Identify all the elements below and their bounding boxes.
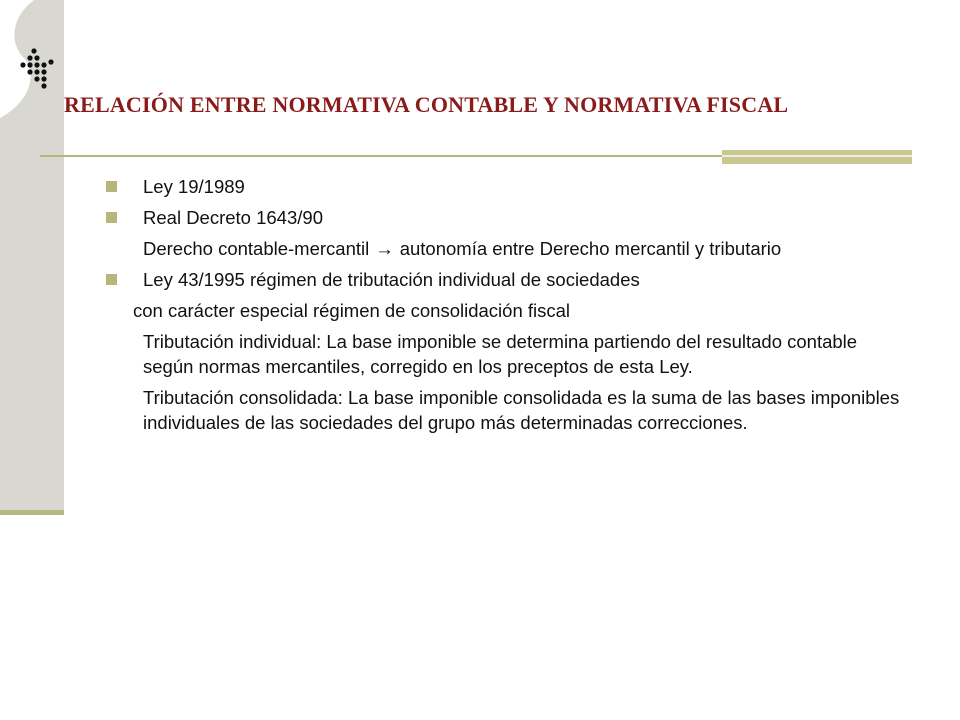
paragraph-text: con carácter especial régimen de consolidación fiscal [133,300,571,321]
square-bullet-icon [106,274,117,285]
paragraph-text-end: autonomía entre Derecho mercantil y tributario [399,238,782,259]
title-divider-line [40,155,722,157]
bullet-item-ley-19-1989 [106,174,906,199]
bullet-item-ley-43-1995 [106,267,906,292]
paragraph-text-start: Derecho contable-mercantil [143,238,370,259]
side-band-underline [0,510,64,515]
s-dots-logo-icon [0,0,64,120]
square-bullet-icon [106,181,117,192]
title-divider-accent [722,150,912,164]
paragraph-tributacion-consolidada [106,385,906,435]
bullet-text: Real Decreto 1643/90 [143,207,323,228]
bullet-text: Ley 43/1995 régimen de tributación individual de sociedades [143,269,640,290]
paragraph-text: Tributación consolidada: La base imponible consolidada es la suma de las bases imponibles individuales de las sociedades del grupo más determinadas correcciones. [143,387,900,433]
paragraph-text: Tributación individual: La base imponible se determina partiendo del resultado contable según normas mercantiles, corregido en los preceptos de esta Ley. [143,331,858,377]
square-bullet-icon [106,212,117,223]
bullet-text: Ley 19/1989 [143,176,245,197]
right-arrow-icon: → [375,238,394,259]
paragraph-consolidacion [106,298,906,323]
paragraph-tributacion-individual [106,329,906,379]
slide-content [106,174,906,441]
slide-title: RELACIÓN ENTRE NORMATIVA CONTABLE Y NORMATIVA FISCAL [64,92,789,117]
bullet-item-real-decreto [106,205,906,230]
paragraph-derecho-contable [106,236,906,261]
